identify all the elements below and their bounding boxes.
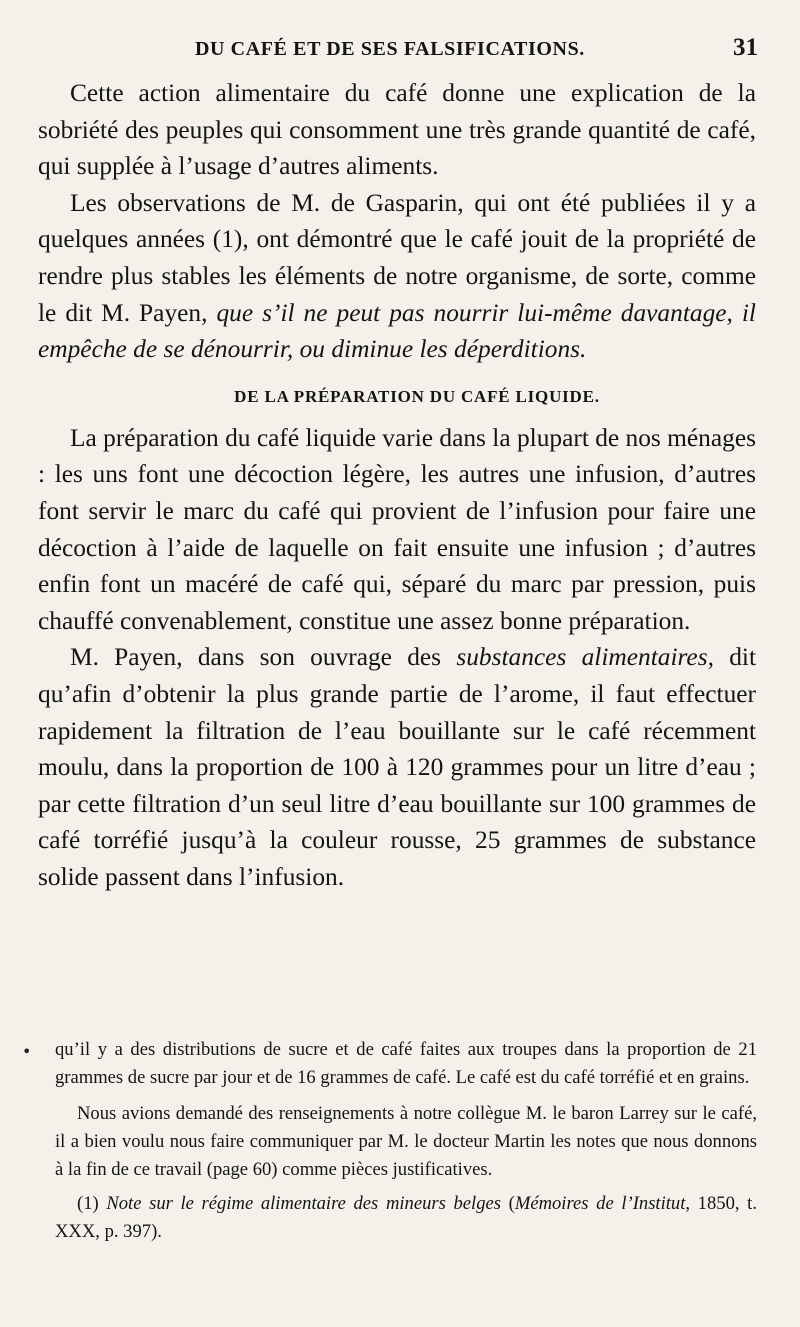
paragraph-4-italic: substances alimentaires, <box>456 643 714 672</box>
page-header <box>0 34 800 70</box>
paragraph-2-italic: que s’il ne peut pas nourrir lui-même davantage, il empêche de se dénourrir, ou diminue les déperditions. <box>38 298 756 364</box>
section-title: DE LA PRÉPARATION DU CAFÉ LIQUIDE. <box>234 386 600 406</box>
paragraph-4-end: dit qu’afin d’obtenir la plus grande partie de l’arome, il faut effectuer rapidement la filtration de l’eau bouillante sur le café récemment moulu, dans la proportion de 100 à 120 grammes pour un litre d’eau ; par cette filtration d’un seul litre d’eau bouillante sur 100 grammes de café torréfié jusqu’à la couleur rousse, 25 grammes de substance solide passent dans l’infusion. <box>38 643 756 891</box>
main-text <box>38 75 756 895</box>
footnote-end: , 1850, t. XXX, p. 397). <box>55 1193 757 1242</box>
page-number: 31 <box>733 34 758 61</box>
margin-mark: • <box>22 1042 32 1061</box>
paragraph-3: La préparation du café liquide varie dans la plupart de nos ménages : les uns font une décoction légère, les autres une infusion, d’autres font servir le marc du café qui provient de l’infusion pour faire une décoction à l’aide de laquelle on fait ensuite une infusion ; d’autres enfin font un macéré de café qui, séparé du marc par pression, puis chauffé convenablement, constitue une assez bonne préparation. <box>38 423 756 635</box>
paragraph-2 <box>38 185 756 368</box>
notes-block <box>55 1036 757 1265</box>
note-continuation: qu’il y a des distributions de sucre et de café faites aux troupes dans la proportion de 21 grammes de sucre par jour et de 16 grammes de café. Le café est du café torréfié et en grains. <box>55 1039 757 1088</box>
paragraph-2-text: Les observations de M. de Gasparin, qui ont été publiées il y a quelques années (1), ont démontré que le café jouit de la propriété de rendre plus stables les éléments de notre organisme, de sorte, comme le dit M. Payen, <box>38 188 756 327</box>
footnote-title: Note sur le régime alimentaire des mineurs belges <box>106 1193 501 1214</box>
paragraph-1: Cette action alimentaire du café donne une explication de la sobriété des peuples qui consomment une très grande quantité de café, qui supplée à l’usage d’autres aliments. <box>38 79 756 181</box>
running-head: DU CAFÉ ET DE SES FALSIFICATIONS. <box>195 38 585 60</box>
footnote-mid: ( <box>501 1193 515 1214</box>
paragraph-4 <box>38 639 756 895</box>
footnote-marker: (1) <box>77 1193 107 1214</box>
note-2: Nous avions demandé des renseignements à notre collègue M. le baron Larrey sur le café, il a bien voulu nous faire communiquer par M. le docteur Martin les notes que nous donnons à la fin de ce travail (page 60) comme pièces justificatives. <box>55 1103 757 1180</box>
footnote-1 <box>55 1190 757 1246</box>
paragraph-4-start: M. Payen, dans son ouvrage des <box>70 643 457 672</box>
footnote-source: Mémoires de l’Institut <box>514 1193 686 1214</box>
